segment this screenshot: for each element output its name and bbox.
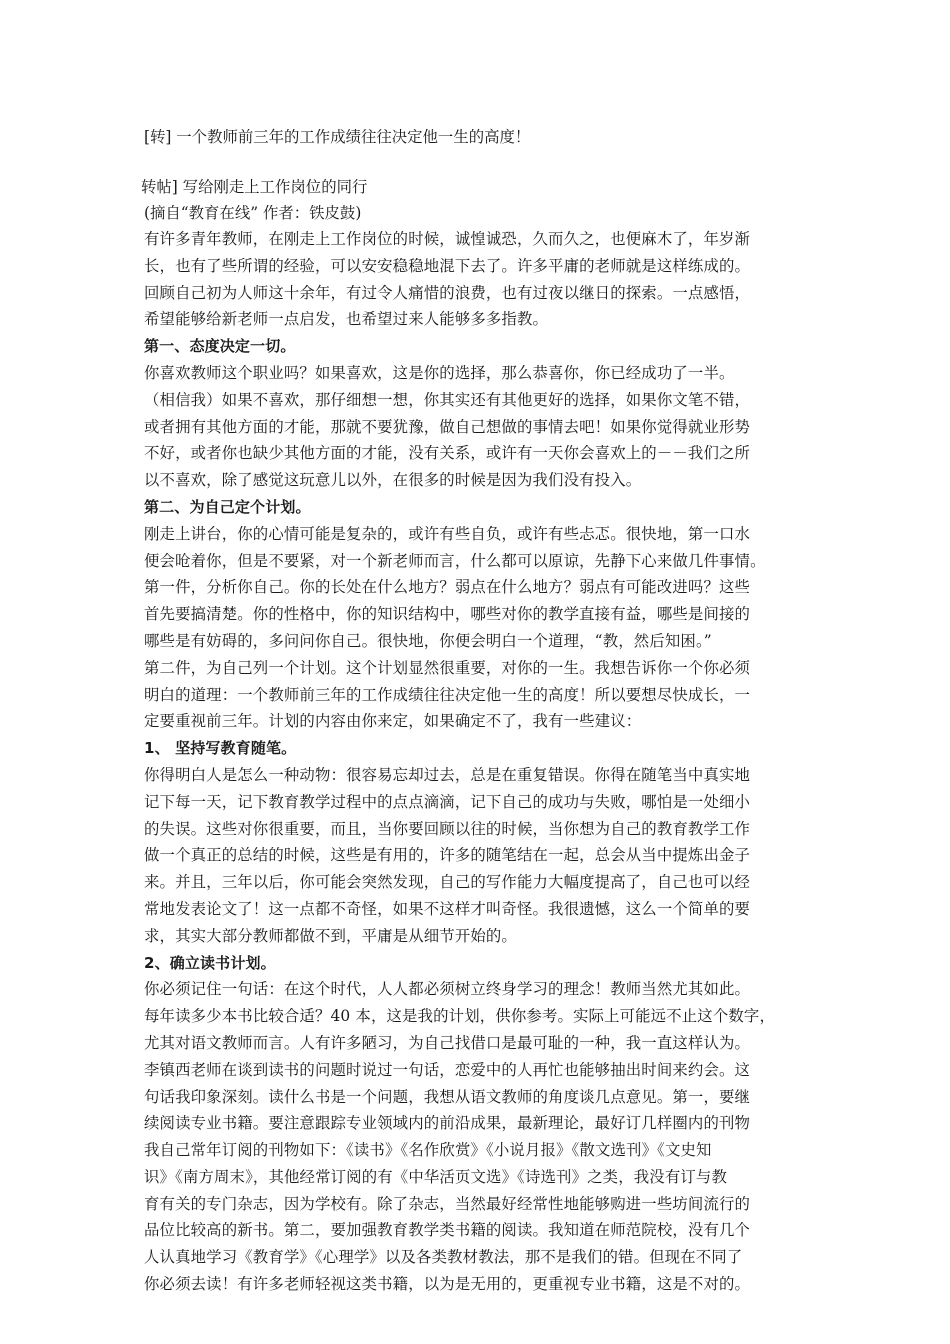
section-heading: 第一、态度决定一切。	[144, 337, 296, 356]
body-text-line: 来。并且，三年以后，你可能会突然发现，自己的写作能力大幅度提高了，自己也可以经	[144, 873, 751, 892]
body-text-line: 尤其对语文教师而言。人有许多陋习，为自己找借口是最可耻的一种，我一直这样认为。	[144, 1033, 751, 1052]
body-text-line: 有许多青年教师，在刚走上工作岗位的时候，诚惶诚恐，久而久之，也便麻木了，年岁渐	[144, 230, 751, 248]
body-text-line: 你得明白人是怎么一种动物：很容易忘却过去，总是在重复错误。你得在随笔当中真实地	[144, 765, 751, 784]
body-text-line: 长，也有了些所谓的经验，可以安安稳稳地混下去了。许多平庸的老师就是这样练成的。	[144, 256, 751, 275]
body-text-line: 我自己常年订阅的刊物如下：《读书》《名作欣赏》《小说月报》《散文选刊》《文史知	[144, 1141, 712, 1160]
section-heading: 第二、为自己定个计划。	[144, 497, 311, 516]
body-text-line: 句话我印象深刻。读什么书是一个问题，我想从语文教师的角度谈几点意见。第一，要继	[144, 1087, 751, 1106]
body-text-line: 你必须去读！有许多老师轻视这类书籍，以为是无用的，更重视专业书籍，这是不对的。	[144, 1275, 751, 1294]
body-text-line: 首先要搞清楚。你的性格中，你的知识结构中，哪些对你的教学直接有益，哪些是间接的	[144, 605, 751, 624]
section-heading: 2、确立读书计划。	[144, 953, 276, 972]
body-text-line: 李镇西老师在谈到读书的问题时说过一句话，恋爱中的人再忙也能够抽出时间来约会。这	[144, 1060, 751, 1079]
document-page	[141, 124, 814, 1298]
body-text-line: 便会呛着你，但是不要紧，对一个新老师而言，什么都可以原谅，先静下心来做几件事情。	[144, 551, 766, 570]
body-text-line: 识》《南方周末》，其他经常订阅的有《中华活页文选》《诗选刊》之类，我没有订与教	[144, 1167, 727, 1186]
body-text-line: 品位比较高的新书。第二，要加强教育教学类书籍的阅读。我知道在师范院校，没有几个	[144, 1221, 751, 1240]
body-text-line: 你喜欢教师这个职业吗？如果喜欢，这是你的选择，那么恭喜你，你已经成功了一半。	[144, 363, 735, 382]
body-text-line: 第一件，分析你自己。你的长处在什么地方？弱点在什么地方？弱点有可能改进吗？这些	[144, 578, 751, 597]
body-text-line: 你必须记住一句话：在这个时代，人人都必须树立终身学习的理念！教师当然尤其如此。	[144, 980, 751, 999]
body-text-line: 人认真地学习《教育学》《心理学》以及各类教材教法，那不是我们的错。但现在不同了	[144, 1248, 743, 1267]
body-text-line: 或者拥有其他方面的才能，那就不要犹豫，做自己想做的事情去吧！如果你觉得就业形势	[144, 417, 751, 436]
document-title: [转] 一个教师前三年的工作成绩往往决定他一生的高度！	[144, 128, 531, 146]
body-text-line: 育有关的专门杂志，因为学校有。除了杂志，当然最好经常性地能够购进一些坊间流行的	[144, 1194, 751, 1213]
body-text-line: （相信我）如果不喜欢，那仔细想一想，你其实还有其他更好的选择，如果你文笔不错，	[144, 390, 751, 409]
body-text-line: 常地发表论文了！这一点都不奇怪，如果不这样才叫奇怪。我很遗憾，这么一个简单的要	[144, 899, 751, 918]
section-heading: 1、 坚持写教育随笔。	[144, 739, 297, 758]
body-text-line: 求，其实大部分教师都做不到，平庸是从细节开始的。	[144, 926, 517, 945]
body-text-line: 刚走上讲台，你的心情可能是复杂的，或许有些自负，或许有些忐忑。很快地，第一口水	[144, 524, 751, 543]
body-text-line: 每年读多少本书比较合适？40 本，这是我的计划，供你参考。实际上可能远不止这个数字，	[144, 1007, 776, 1026]
body-text-line: 的失误。这些对你很重要，而且，当你要回顾以往的时候，当你想为自己的教育教学工作	[144, 819, 751, 838]
document-body	[144, 226, 814, 1298]
body-text-line: 回顾自己初为人师这十余年，有过令人痛惜的浪费，也有过夜以继日的探索。一点感悟，	[144, 283, 751, 302]
body-text-line: 定要重视前三年。计划的内容由你来定，如果确定不了，我有一些建议：	[144, 712, 642, 731]
spacer	[144, 150, 814, 174]
body-text-line: 哪些是有妨碍的，多问问你自己。很快地，你便会明白一个道理，“教，然后知困。”	[144, 631, 712, 650]
body-text-line: 做一个真正的总结的时候，这些是有用的，许多的随笔结在一起，总会从当中提炼出金子	[144, 846, 751, 865]
body-text-line: 明白的道理：一个教师前三年的工作成绩往往决定他一生的高度！所以要想尽快成长，一	[144, 685, 751, 704]
body-text-line: 希望能够给新老师一点启发，也希望过来人能够多多指教。	[144, 310, 549, 329]
body-text-line: 第二件，为自己列一个计划。这个计划显然很重要，对你的一生。我想告诉你一个你必须	[144, 658, 751, 677]
body-text-line: 以不喜欢，除了感觉这玩意儿以外，在很多的时候是因为我们没有投入。	[144, 471, 642, 490]
body-text-line: 不好，或者你也缺少其他方面的才能，没有关系，或许有一天你会喜欢上的－－我们之所	[144, 444, 751, 463]
body-text-line: 记下每一天，记下教育教学过程中的点点滴滴，记下自己的成功与失败，哪怕是一处细小	[144, 792, 751, 811]
body-text-line: 续阅读专业书籍。要注意跟踪专业领域内的前沿成果，最新理论，最好订几样圈内的刊物	[144, 1114, 751, 1133]
document-subtitle: 转帖] 写给刚走上工作岗位的同行	[141, 178, 368, 196]
document-source: (摘自“教育在线” 作者：铁皮鼓)	[144, 204, 362, 222]
